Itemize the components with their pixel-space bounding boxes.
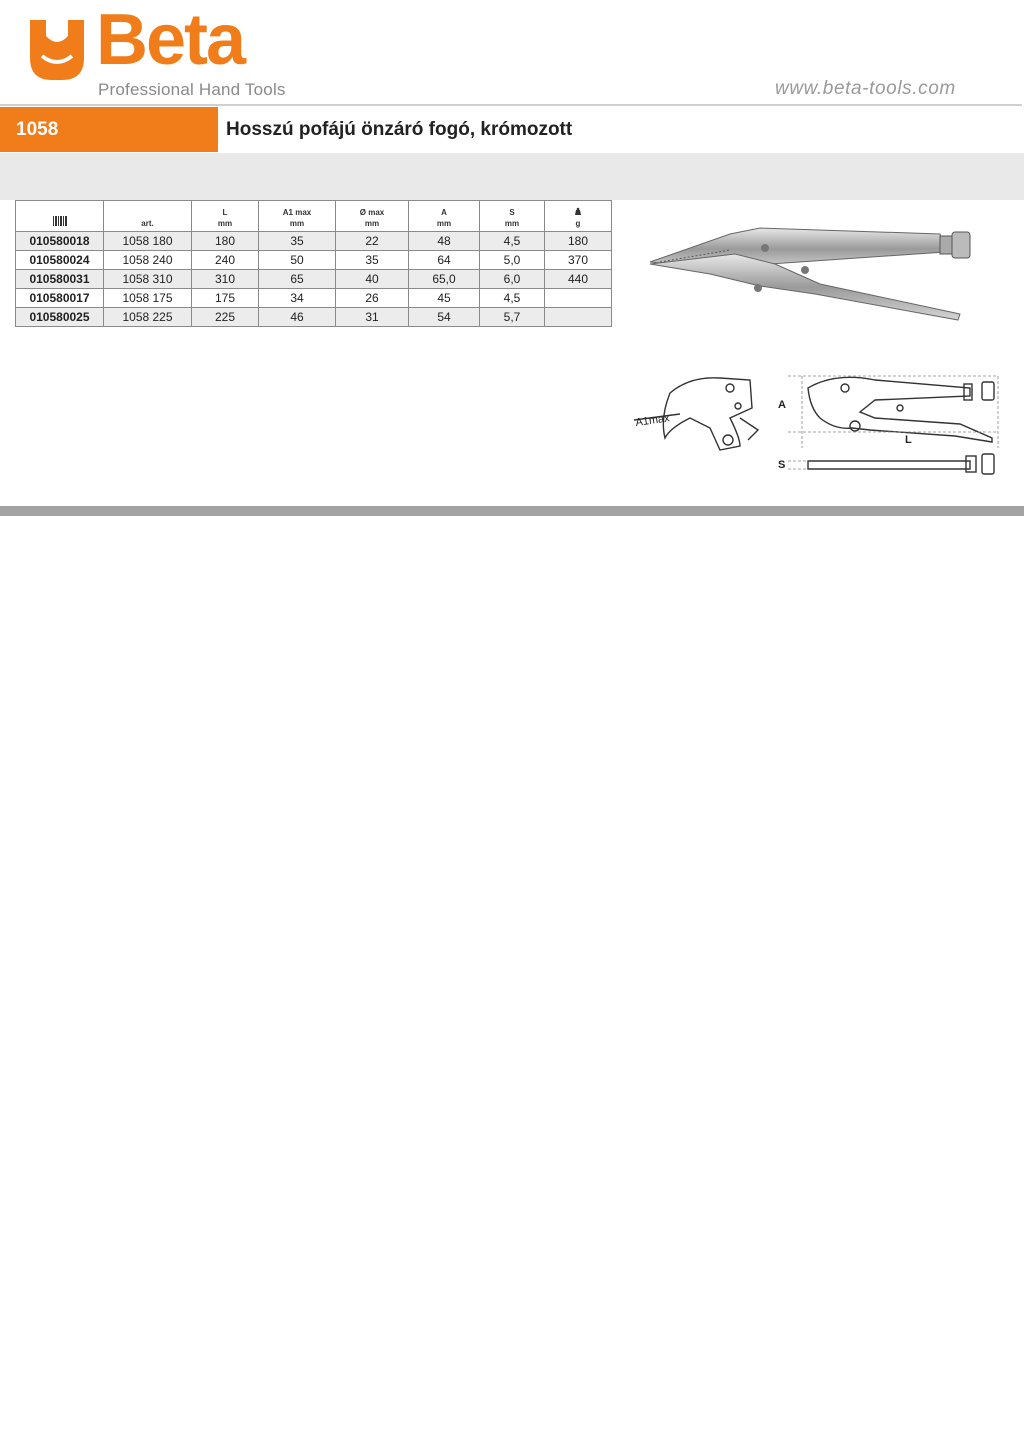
table-row: 010580018 1058 180 180 35 22 48 4,5 180 (16, 232, 612, 251)
header-a1max: A1 max mm (259, 201, 336, 232)
brand-name: Beta (96, 0, 245, 80)
dimension-l-label: L (905, 434, 912, 446)
dimension-a-label: A (778, 399, 786, 411)
product-code: 1058 (0, 107, 218, 152)
table-row: 010580024 1058 240 240 50 35 64 5,0 370 (16, 251, 612, 270)
product-photo (640, 214, 980, 326)
table-row: 010580031 1058 310 310 65 40 65,0 6,0 440 (16, 270, 612, 289)
brand-tagline: Professional Hand Tools (98, 80, 286, 99)
product-title: Hosszú pofájú önzáró fogó, krómozott (226, 119, 573, 140)
brand-logo (26, 0, 288, 102)
dimension-s-label: S (778, 459, 786, 471)
product-title-bar (0, 107, 1024, 152)
table-row: 010580025 1058 225 225 46 31 54 5,7 (16, 308, 612, 327)
subheader-band (0, 153, 1024, 200)
spec-table (15, 200, 612, 327)
header-art: art. (104, 201, 192, 232)
table-row: 010580017 1058 175 175 34 26 45 4,5 (16, 289, 612, 308)
header-l: L mm (192, 201, 259, 232)
website-link[interactable]: www.beta-tools.com (775, 78, 956, 99)
a1max-label: A1max (634, 412, 671, 429)
logo-wrench-icon (26, 18, 88, 82)
header-a: A mm (409, 201, 480, 232)
a1max-label-group (635, 412, 671, 429)
barcode-icon (52, 216, 68, 226)
header-barcode (16, 201, 104, 232)
header-weight: g (545, 201, 612, 232)
header-s: S mm (480, 201, 545, 232)
technical-drawing (630, 368, 1000, 478)
header-divider (0, 104, 1022, 106)
header-diameter-max: Ø max mm (336, 201, 409, 232)
weight-icon (574, 207, 582, 215)
table-header-row (16, 201, 612, 232)
footer-divider (0, 506, 1024, 516)
